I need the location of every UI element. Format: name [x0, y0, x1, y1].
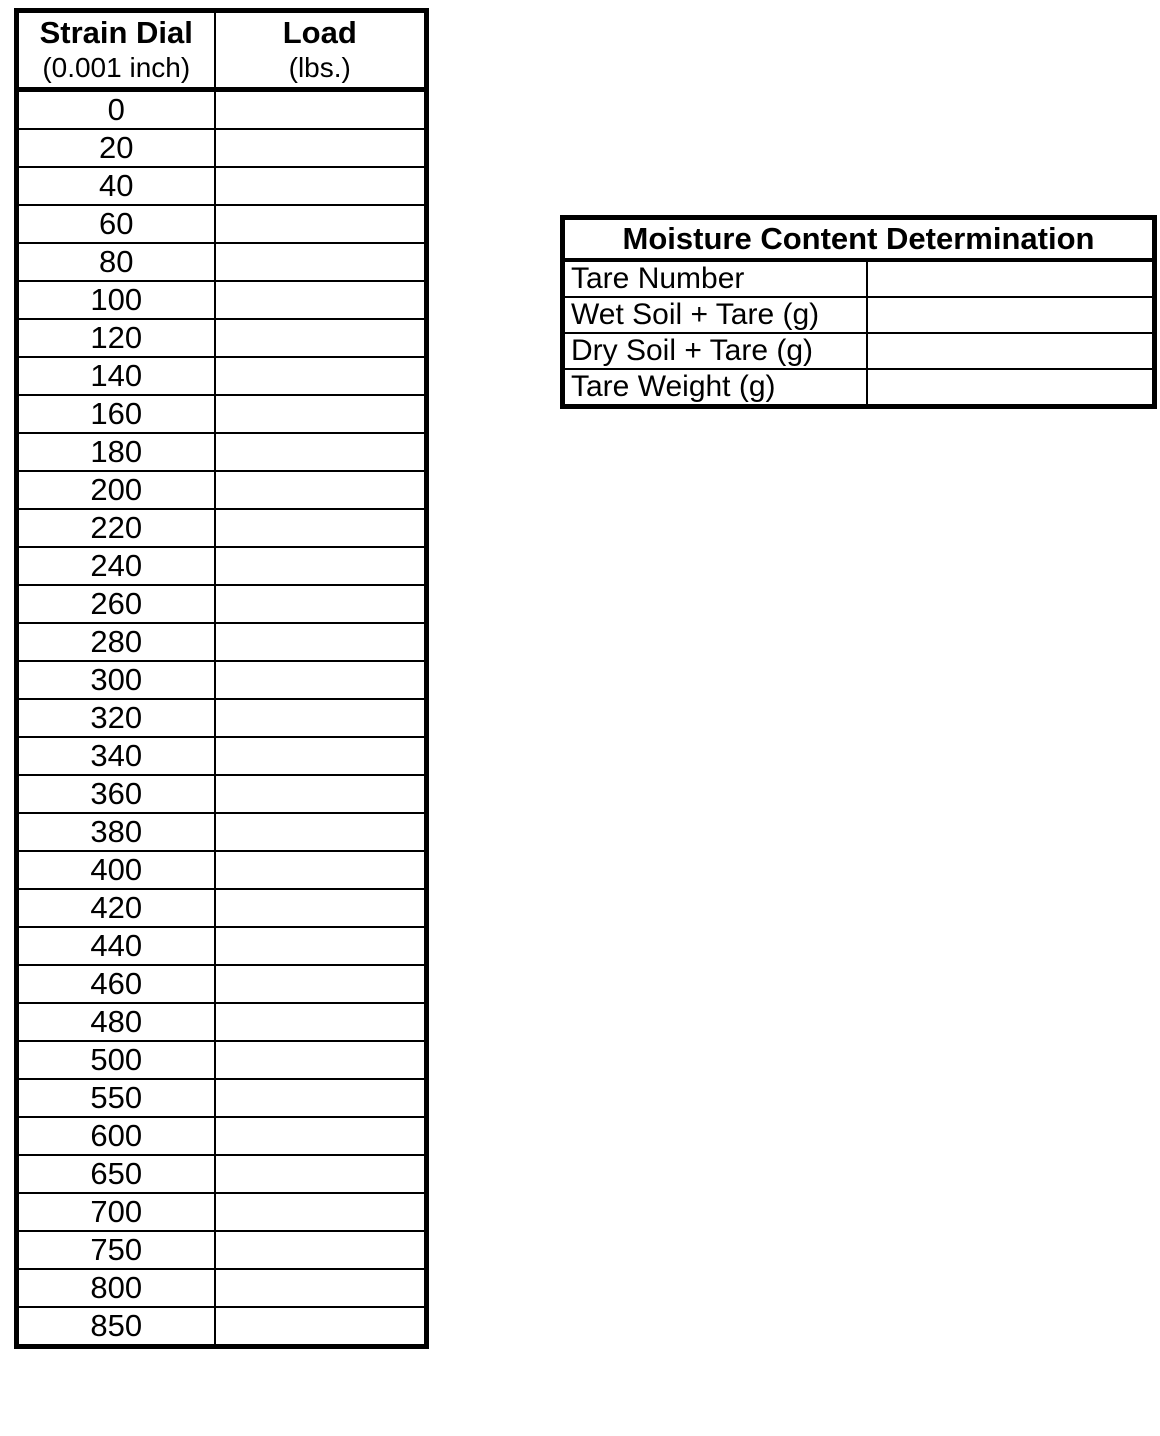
load-value-cell: [215, 851, 427, 889]
load-value-cell: [215, 357, 427, 395]
strain-row: [17, 90, 427, 130]
strain-row: [17, 927, 427, 965]
load-value-cell: [215, 1117, 427, 1155]
strain-dial-header-cell: [17, 11, 215, 90]
load-title: Load: [282, 15, 357, 50]
strain-row: [17, 699, 427, 737]
strain-value-cell: 800: [17, 1269, 215, 1307]
strain-value-cell: 500: [17, 1041, 215, 1079]
moisture-table-title: Moisture Content Determination: [563, 218, 1155, 261]
load-value-cell: [215, 661, 427, 699]
strain-value-cell: 180: [17, 433, 215, 471]
strain-row: [17, 167, 427, 205]
strain-row: [17, 623, 427, 661]
moisture-content-table: [560, 215, 1157, 409]
strain-row: [17, 281, 427, 319]
load-value-cell: [215, 1269, 427, 1307]
strain-row: [17, 243, 427, 281]
strain-value-cell: 260: [17, 585, 215, 623]
moisture-label-cell: Wet Soil + Tare (g): [563, 297, 867, 333]
strain-row: [17, 889, 427, 927]
strain-value-cell: 360: [17, 775, 215, 813]
strain-value-cell: 140: [17, 357, 215, 395]
load-value-cell: [215, 623, 427, 661]
strain-value-cell: 200: [17, 471, 215, 509]
load-value-cell: [215, 813, 427, 851]
strain-value-cell: 440: [17, 927, 215, 965]
load-value-cell: [215, 699, 427, 737]
moisture-value-cell: [867, 260, 1155, 297]
load-value-cell: [215, 509, 427, 547]
strain-value-cell: 340: [17, 737, 215, 775]
strain-value-cell: 280: [17, 623, 215, 661]
strain-row: [17, 205, 427, 243]
strain-row: [17, 813, 427, 851]
strain-row: [17, 433, 427, 471]
moisture-table-body: [563, 260, 1155, 407]
load-value-cell: [215, 129, 427, 167]
load-value-cell: [215, 90, 427, 130]
load-value-cell: [215, 395, 427, 433]
moisture-row: [563, 260, 1155, 297]
strain-header-row: [17, 11, 427, 90]
load-value-cell: [215, 547, 427, 585]
strain-value-cell: 40: [17, 167, 215, 205]
load-value-cell: [215, 775, 427, 813]
strain-value-cell: 750: [17, 1231, 215, 1269]
load-value-cell: [215, 889, 427, 927]
load-value-cell: [215, 167, 427, 205]
strain-value-cell: 240: [17, 547, 215, 585]
load-value-cell: [215, 1307, 427, 1347]
load-value-cell: [215, 585, 427, 623]
strain-value-cell: 160: [17, 395, 215, 433]
strain-table-header: [17, 11, 427, 90]
moisture-row: [563, 369, 1155, 407]
strain-value-cell: 420: [17, 889, 215, 927]
strain-value-cell: 80: [17, 243, 215, 281]
strain-dial-unit: (0.001 inch): [42, 52, 191, 83]
load-value-cell: [215, 433, 427, 471]
strain-row: [17, 585, 427, 623]
strain-row: [17, 1003, 427, 1041]
load-value-cell: [215, 1155, 427, 1193]
moisture-label-cell: Tare Number: [563, 260, 867, 297]
strain-value-cell: 480: [17, 1003, 215, 1041]
load-value-cell: [215, 1003, 427, 1041]
strain-row: [17, 1231, 427, 1269]
load-header-cell: [215, 11, 427, 90]
strain-row: [17, 775, 427, 813]
strain-row: [17, 547, 427, 585]
strain-row: [17, 1155, 427, 1193]
strain-value-cell: 300: [17, 661, 215, 699]
load-value-cell: [215, 1231, 427, 1269]
strain-row: [17, 737, 427, 775]
strain-value-cell: 0: [17, 90, 215, 130]
strain-value-cell: 600: [17, 1117, 215, 1155]
strain-row: [17, 851, 427, 889]
strain-value-cell: 320: [17, 699, 215, 737]
moisture-label-cell: Tare Weight (g): [563, 369, 867, 407]
load-value-cell: [215, 1193, 427, 1231]
strain-row: [17, 319, 427, 357]
moisture-table-header: [563, 218, 1155, 261]
strain-value-cell: 850: [17, 1307, 215, 1347]
load-value-cell: [215, 471, 427, 509]
load-value-cell: [215, 205, 427, 243]
load-value-cell: [215, 1079, 427, 1117]
strain-dial-title: Strain Dial: [39, 15, 193, 50]
strain-value-cell: 650: [17, 1155, 215, 1193]
moisture-value-cell: [867, 297, 1155, 333]
strain-row: [17, 1117, 427, 1155]
load-value-cell: [215, 281, 427, 319]
strain-value-cell: 60: [17, 205, 215, 243]
moisture-row: [563, 333, 1155, 369]
moisture-value-cell: [867, 369, 1155, 407]
strain-value-cell: 400: [17, 851, 215, 889]
strain-load-table: [14, 8, 429, 1349]
load-value-cell: [215, 965, 427, 1003]
load-value-cell: [215, 243, 427, 281]
load-value-cell: [215, 927, 427, 965]
strain-row: [17, 1307, 427, 1347]
strain-row: [17, 661, 427, 699]
strain-value-cell: 380: [17, 813, 215, 851]
moisture-label-cell: Dry Soil + Tare (g): [563, 333, 867, 369]
strain-row: [17, 357, 427, 395]
strain-row: [17, 1269, 427, 1307]
moisture-value-cell: [867, 333, 1155, 369]
load-unit: (lbs.): [288, 52, 351, 83]
strain-value-cell: 120: [17, 319, 215, 357]
strain-row: [17, 1193, 427, 1231]
moisture-header-row: [563, 218, 1155, 261]
strain-row: [17, 129, 427, 167]
load-value-cell: [215, 1041, 427, 1079]
load-value-cell: [215, 737, 427, 775]
strain-row: [17, 1079, 427, 1117]
strain-value-cell: 700: [17, 1193, 215, 1231]
strain-value-cell: 100: [17, 281, 215, 319]
strain-value-cell: 20: [17, 129, 215, 167]
strain-value-cell: 460: [17, 965, 215, 1003]
moisture-row: [563, 297, 1155, 333]
strain-table-body: [17, 90, 427, 1347]
strain-row: [17, 395, 427, 433]
strain-row: [17, 965, 427, 1003]
strain-value-cell: 220: [17, 509, 215, 547]
strain-row: [17, 509, 427, 547]
strain-row: [17, 1041, 427, 1079]
load-value-cell: [215, 319, 427, 357]
strain-row: [17, 471, 427, 509]
strain-value-cell: 550: [17, 1079, 215, 1117]
